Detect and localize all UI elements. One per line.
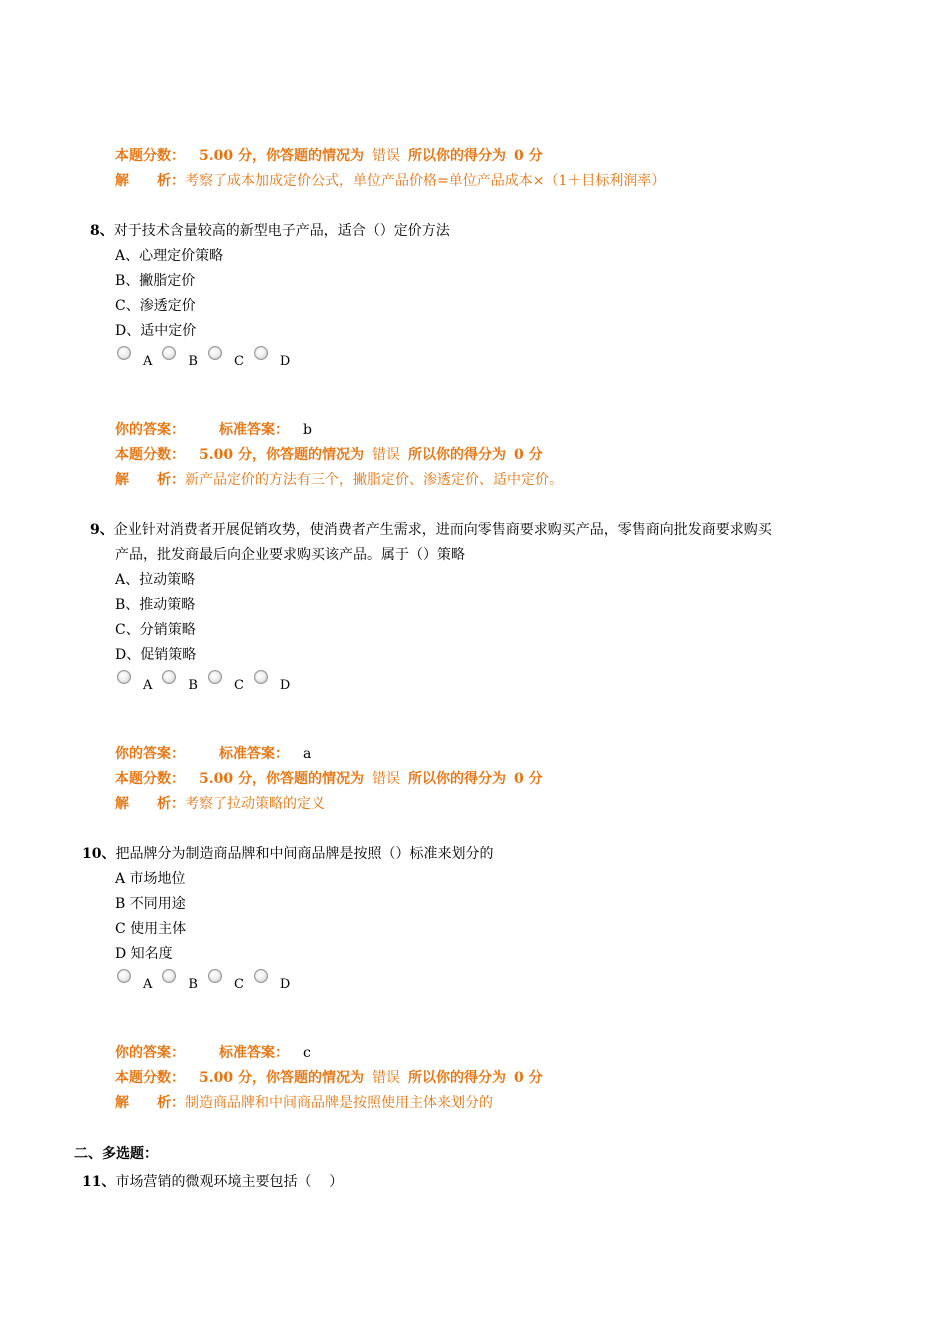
radio-label-c: C bbox=[233, 354, 244, 369]
q10-option-c: C 使用主体 bbox=[115, 921, 187, 937]
status-value: 错误 bbox=[371, 148, 400, 164]
radio-label-c: C bbox=[233, 678, 244, 693]
q8-option-d: D、适中定价 bbox=[115, 323, 197, 339]
radio-c[interactable] bbox=[208, 346, 222, 360]
earned-value: 0 分 bbox=[513, 771, 543, 787]
radio-c[interactable] bbox=[208, 670, 222, 684]
score-value: 5.00 分， bbox=[199, 771, 266, 787]
your-answer-label: 你的答案： bbox=[115, 1045, 185, 1061]
q8-analysis-line bbox=[115, 470, 563, 490]
analysis-label-2: 析： bbox=[157, 1095, 185, 1111]
radio-label-b: B bbox=[188, 977, 198, 992]
radio-label-a: A bbox=[143, 354, 153, 369]
radio-label-a: A bbox=[143, 678, 153, 693]
q10-question bbox=[82, 844, 493, 864]
question-number: 10、 bbox=[82, 846, 116, 862]
standard-answer-value: c bbox=[303, 1045, 311, 1061]
radio-c[interactable] bbox=[208, 969, 222, 983]
section-heading-multiple-choice: 二、多选题： bbox=[74, 1146, 158, 1162]
q10-option-a: A 市场地位 bbox=[115, 871, 186, 887]
radio-a[interactable] bbox=[117, 670, 131, 684]
standard-answer-value: b bbox=[303, 422, 312, 438]
q9-question-line2: 产品，批发商最后向企业要求购买该产品。属于（）策略 bbox=[115, 547, 465, 563]
analysis-text: 考察了成本加成定价公式，单位产品价格=单位产品成本×（1＋目标利润率） bbox=[185, 173, 666, 189]
q9-option-a: A、拉动策略 bbox=[115, 572, 196, 588]
q10-radio-group bbox=[117, 969, 300, 993]
radio-label-b: B bbox=[188, 678, 198, 693]
q9-analysis-line bbox=[115, 794, 325, 814]
analysis-label-1: 解 bbox=[115, 1095, 129, 1111]
q9-answer-line bbox=[115, 744, 311, 764]
earned-value: 0 分 bbox=[513, 148, 543, 164]
q10-option-b: B 不同用途 bbox=[115, 896, 186, 912]
question-number: 9、 bbox=[90, 522, 114, 538]
q10-answer-line bbox=[115, 1043, 311, 1063]
score-label: 本题分数： bbox=[115, 1070, 185, 1086]
q7-score-line bbox=[115, 146, 543, 166]
q9-option-b: B、推动策略 bbox=[115, 597, 196, 613]
analysis-text: 考察了拉动策略的定义 bbox=[185, 796, 325, 812]
standard-answer-label: 标准答案： bbox=[219, 746, 289, 762]
q7-analysis-line bbox=[115, 171, 665, 191]
score-value: 5.00 分， bbox=[199, 447, 266, 463]
analysis-label-2: 析： bbox=[157, 796, 185, 812]
status-value: 错误 bbox=[371, 771, 400, 787]
q9-option-c: C、分销策略 bbox=[115, 622, 196, 638]
question-text: 对于技术含量较高的新型电子产品，适合（）定价方法 bbox=[113, 223, 450, 239]
q8-option-c: C、渗透定价 bbox=[115, 298, 196, 314]
earned-value: 0 分 bbox=[513, 1070, 543, 1086]
status-value: 错误 bbox=[371, 1070, 400, 1086]
radio-label-d: D bbox=[279, 977, 291, 992]
radio-a[interactable] bbox=[117, 346, 131, 360]
radio-label-a: A bbox=[143, 977, 153, 992]
earned-label: 所以你的得分为 bbox=[407, 447, 506, 463]
status-label: 你答题的情况为 bbox=[265, 148, 364, 164]
q9-score-line bbox=[115, 769, 543, 789]
status-label: 你答题的情况为 bbox=[265, 447, 364, 463]
analysis-label-1: 解 bbox=[115, 173, 129, 189]
score-label: 本题分数： bbox=[115, 148, 185, 164]
q10-analysis-line bbox=[115, 1093, 493, 1113]
earned-value: 0 分 bbox=[513, 447, 543, 463]
q9-option-d: D、促销策略 bbox=[115, 647, 197, 663]
radio-d[interactable] bbox=[254, 346, 268, 360]
q8-option-a: A、心理定价策略 bbox=[115, 248, 224, 264]
q8-option-b: B、撇脂定价 bbox=[115, 273, 196, 289]
question-number: 8、 bbox=[90, 223, 114, 239]
analysis-text: 制造商品牌和中间商品牌是按照使用主体来划分的 bbox=[185, 1095, 493, 1111]
status-label: 你答题的情况为 bbox=[265, 771, 364, 787]
question-text: 把品牌分为制造商品牌和中间商品牌是按照（）标准来划分的 bbox=[115, 846, 494, 862]
earned-label: 所以你的得分为 bbox=[407, 148, 506, 164]
radio-a[interactable] bbox=[117, 969, 131, 983]
status-value: 错误 bbox=[371, 447, 400, 463]
your-answer-label: 你的答案： bbox=[115, 422, 185, 438]
radio-label-c: C bbox=[233, 977, 244, 992]
q9-radio-group bbox=[117, 670, 300, 694]
question-number: 11、 bbox=[82, 1174, 116, 1190]
score-label: 本题分数： bbox=[115, 771, 185, 787]
radio-label-b: B bbox=[188, 354, 198, 369]
radio-d[interactable] bbox=[254, 670, 268, 684]
q10-option-d: D 知名度 bbox=[115, 946, 173, 962]
radio-b[interactable] bbox=[162, 969, 176, 983]
q8-radio-group bbox=[117, 346, 300, 370]
radio-d[interactable] bbox=[254, 969, 268, 983]
analysis-label-2: 析： bbox=[157, 472, 185, 488]
score-value: 5.00 分， bbox=[199, 1070, 266, 1086]
status-label: 你答题的情况为 bbox=[265, 1070, 364, 1086]
radio-b[interactable] bbox=[162, 670, 176, 684]
q8-answer-line bbox=[115, 420, 312, 440]
earned-label: 所以你的得分为 bbox=[407, 1070, 506, 1086]
analysis-label-1: 解 bbox=[115, 472, 129, 488]
q8-question bbox=[90, 221, 450, 241]
analysis-label-2: 析： bbox=[157, 173, 185, 189]
question-text: 市场营销的微观环境主要包括（ ） bbox=[115, 1174, 344, 1190]
q10-score-line bbox=[115, 1068, 543, 1088]
standard-answer-value: a bbox=[303, 746, 312, 762]
score-value: 5.00 分， bbox=[199, 148, 266, 164]
your-answer-label: 你的答案： bbox=[115, 746, 185, 762]
standard-answer-label: 标准答案： bbox=[219, 1045, 289, 1061]
q11-question bbox=[82, 1172, 343, 1192]
radio-label-d: D bbox=[279, 354, 291, 369]
radio-label-d: D bbox=[279, 678, 291, 693]
q9-question-line1 bbox=[90, 520, 772, 540]
standard-answer-label: 标准答案： bbox=[219, 422, 289, 438]
earned-label: 所以你的得分为 bbox=[407, 771, 506, 787]
q8-score-line bbox=[115, 445, 543, 465]
analysis-text: 新产品定价的方法有三个，撇脂定价、渗透定价、适中定价。 bbox=[185, 472, 563, 488]
analysis-label-1: 解 bbox=[115, 796, 129, 812]
question-text-line1: 企业针对消费者开展促销攻势，使消费者产生需求，进而向零售商要求购买产品，零售商向批发商要求购买 bbox=[113, 522, 772, 538]
radio-b[interactable] bbox=[162, 346, 176, 360]
score-label: 本题分数： bbox=[115, 447, 185, 463]
